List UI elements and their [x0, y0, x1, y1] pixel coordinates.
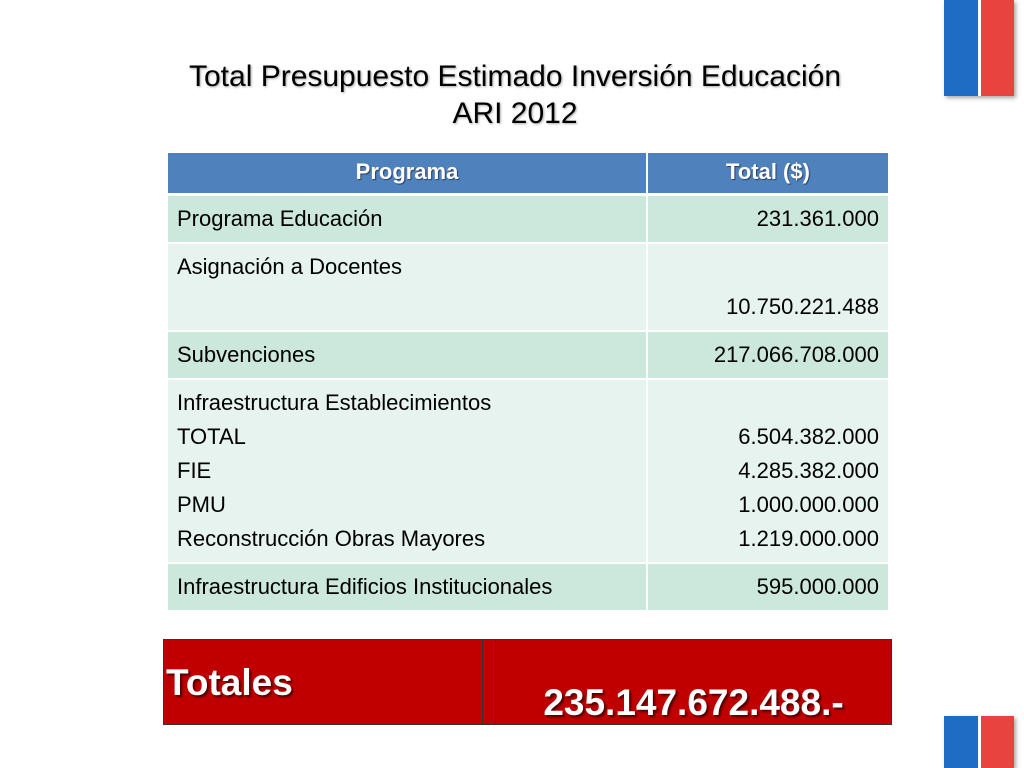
row-programa: Programa Educación — [167, 195, 647, 244]
slide-title-line1: Total Presupuesto Estimado Inversión Educación — [188, 60, 842, 93]
table-row — [167, 195, 889, 244]
table-row — [167, 379, 889, 563]
row-programa: Infraestructura Edificios Institucionales — [167, 563, 647, 611]
sub-label: PMU — [177, 492, 226, 517]
sub-value: 4.285.382.000 — [738, 458, 879, 483]
row-total: 231.361.000 — [647, 195, 889, 244]
row-total: 217.066.708.000 — [647, 331, 889, 379]
flag-red-stripe — [981, 0, 1015, 96]
table-row — [167, 243, 889, 331]
sub-value: 1.000.000.000 — [738, 492, 879, 517]
totals-value: 235.147.672.488.- — [543, 682, 844, 723]
sub-value: 1.219.000.000 — [738, 526, 879, 551]
flag-red-stripe — [981, 716, 1015, 768]
table-header-row — [167, 152, 889, 195]
row-programa — [167, 379, 647, 563]
row-total: 10.750.221.488 — [647, 243, 889, 331]
flag-blue-stripe — [944, 716, 981, 768]
totals-label: Totales — [164, 640, 483, 724]
row-programa: Subvenciones — [167, 331, 647, 379]
table-row — [167, 331, 889, 379]
slide-title-line2: ARI 2012 — [452, 97, 578, 130]
slide-title — [100, 58, 930, 132]
budget-table — [166, 151, 890, 612]
flag-decoration-top — [944, 0, 1014, 96]
row-total: 595.000.000 — [647, 563, 889, 611]
flag-decoration-bottom — [944, 716, 1014, 768]
row-programa: Asignación a Docentes — [167, 243, 647, 331]
sub-label: TOTAL — [177, 424, 246, 449]
table-row — [167, 563, 889, 611]
flag-blue-stripe — [944, 0, 981, 96]
header-total: Total ($) — [647, 152, 889, 195]
sub-label: FIE — [177, 458, 212, 483]
row-programa-main: Infraestructura Establecimientos — [177, 390, 492, 415]
sub-value: 6.504.382.000 — [738, 424, 879, 449]
sub-label: Reconstrucción Obras Mayores — [177, 526, 486, 551]
totals-row — [163, 639, 892, 725]
totals-divider — [483, 640, 496, 724]
header-programa: Programa — [167, 152, 647, 195]
row-total — [647, 379, 889, 563]
